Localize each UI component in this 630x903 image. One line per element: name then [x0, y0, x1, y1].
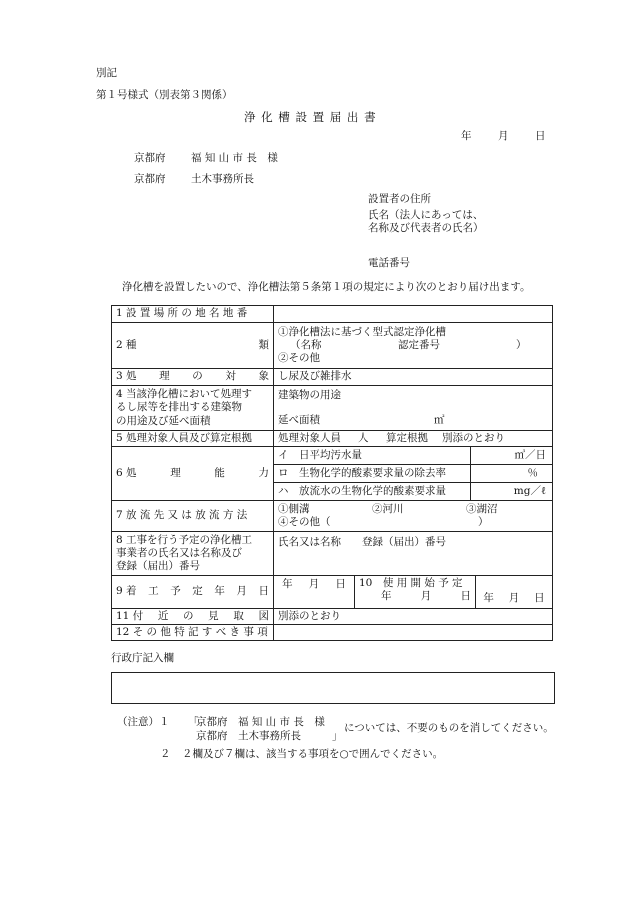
gov-entry-box[interactable]: [111, 672, 555, 704]
date-year: 年: [461, 130, 472, 142]
type-option-2[interactable]: ②その他: [278, 352, 320, 365]
use-start-label: 10 使 用 開 始 予 定 年 月 日: [354, 576, 476, 608]
row-population: [112, 431, 553, 447]
gov-entry-label: 行政庁記入欄: [111, 652, 174, 664]
applicant-phone-label: 電話番号: [368, 257, 410, 269]
discharge-option-2[interactable]: ②河川: [372, 502, 404, 515]
annex-label: 別記: [96, 67, 117, 79]
note-1-line-1: 京都府 福 知 山 市 長 様: [196, 716, 325, 728]
document-title: 浄 化 槽 設 置 届 出 書: [244, 110, 377, 124]
addressee-mayor: 福 知 山 市 長 様: [191, 152, 278, 164]
row-target: [112, 369, 553, 386]
form-number: 第１号様式（別表第３関係）: [96, 89, 233, 101]
note-1-bracket-close: 」: [332, 730, 343, 742]
row-sketch: [112, 609, 553, 625]
row-type: 2 種 類 ①浄化槽法に基づく型式認定浄化槽 （名称 認定番号 ） ②その他: [112, 323, 553, 369]
discharge-option-4[interactable]: ④その他（: [278, 516, 331, 528]
row-building: [112, 386, 553, 431]
addressee-civil-office: 土木事務所長: [191, 173, 254, 185]
row-start-date: [112, 576, 553, 609]
row-start-date-label: 9 着 工 予 定 年 月 日: [116, 585, 269, 598]
row-target-value: し尿及び雑排水: [274, 369, 553, 386]
row-other-value[interactable]: [274, 625, 553, 641]
addressee-pref-1: 京都府: [134, 152, 166, 164]
row-sketch-value: 別添のとおり: [274, 609, 553, 625]
note-1-tail: については、不要のものを消してください。: [344, 722, 554, 734]
row-type-value[interactable]: ①浄化槽法に基づく型式認定浄化槽 （名称 認定番号 ） ②その他: [274, 323, 553, 369]
row-sketch-label: 11 付 近 の 見 取 図: [116, 609, 269, 622]
row-building-label: 4 当該浄化槽において処理す るし尿等を排出する建築物 の用途及び延べ面積: [112, 386, 274, 431]
row-discharge-label: 7 放 流 先 又 は 放 流 方 法: [112, 501, 274, 532]
date-month: 月: [498, 130, 509, 142]
row-target-label: 3 処 理 の 対 象: [116, 370, 269, 383]
type-option-1[interactable]: ①浄化槽法に基づく型式認定浄化槽: [278, 325, 446, 338]
row-type-label: 2 種: [116, 338, 137, 351]
row-population-label: 5 処理対象人員及び算定根拠: [112, 431, 274, 447]
row-capacity-label: 6 処 理 能 力: [116, 466, 269, 479]
applicant-address-label: 設置者の住所: [368, 193, 431, 205]
row-location-label: 1 設 置 場 所 の 地 名 地 番: [112, 306, 274, 323]
row-capacity-value: イ 日平均汚水量 ㎥／日 ロ 生物化学的酸素要求量の除去率 ％ ハ 放流水の生物化学的酸素要求量 mg／ℓ: [274, 447, 553, 501]
row-other-label: 12 そ の 他 特 記 す べ き 事 項: [112, 625, 274, 641]
note-1-line-2: 京都府 土木事務所長: [196, 730, 301, 742]
row-other: [112, 625, 553, 641]
row-contractor: [112, 532, 553, 576]
intro-sentence: 浄化槽を設置したいので、浄化槽法第５条第１項の規定により次のとおり届け出ます。: [122, 281, 531, 293]
note-1-bracket-open: 「: [188, 716, 199, 728]
use-start-date-value[interactable]: 年 月 日: [483, 591, 545, 604]
row-population-value[interactable]: 処理対象人員 人 算定根拠 別添のとおり: [274, 431, 553, 447]
note-2-text: ２欄及び７欄は、該当する事項を○で囲んでください。: [182, 748, 444, 760]
note-2-number: ２: [160, 748, 171, 760]
discharge-option-3[interactable]: ③湖沼: [466, 502, 498, 515]
row-building-value[interactable]: 建築物の用途 延べ面積 ㎡: [274, 386, 553, 431]
start-date-value[interactable]: 年 月 日: [282, 578, 346, 590]
row-discharge-value[interactable]: ①側溝 ②河川 ③湖沼 ④その他（ ）: [274, 501, 553, 532]
row-location: [112, 306, 553, 323]
discharge-option-1[interactable]: ①側溝: [278, 502, 310, 515]
row-contractor-label: 8 工事を行う予定の浄化槽工 事業者の氏名又は名称及び 登録（届出）番号: [112, 532, 274, 576]
note-1-head: （注意）１: [117, 716, 170, 728]
date-day: 日: [535, 130, 546, 142]
row-contractor-value[interactable]: 氏名又は名称 登録（届出）番号: [274, 532, 553, 576]
row-discharge: [112, 501, 553, 532]
row-location-value[interactable]: [274, 306, 553, 323]
application-form-table: [111, 305, 553, 641]
addressee-pref-2: 京都府: [134, 173, 166, 185]
applicant-name-label-2: 名称及び代表者の氏名）: [368, 222, 484, 234]
applicant-name-label-1: 氏名（法人にあっては、: [368, 209, 484, 221]
row-capacity: [112, 447, 553, 501]
